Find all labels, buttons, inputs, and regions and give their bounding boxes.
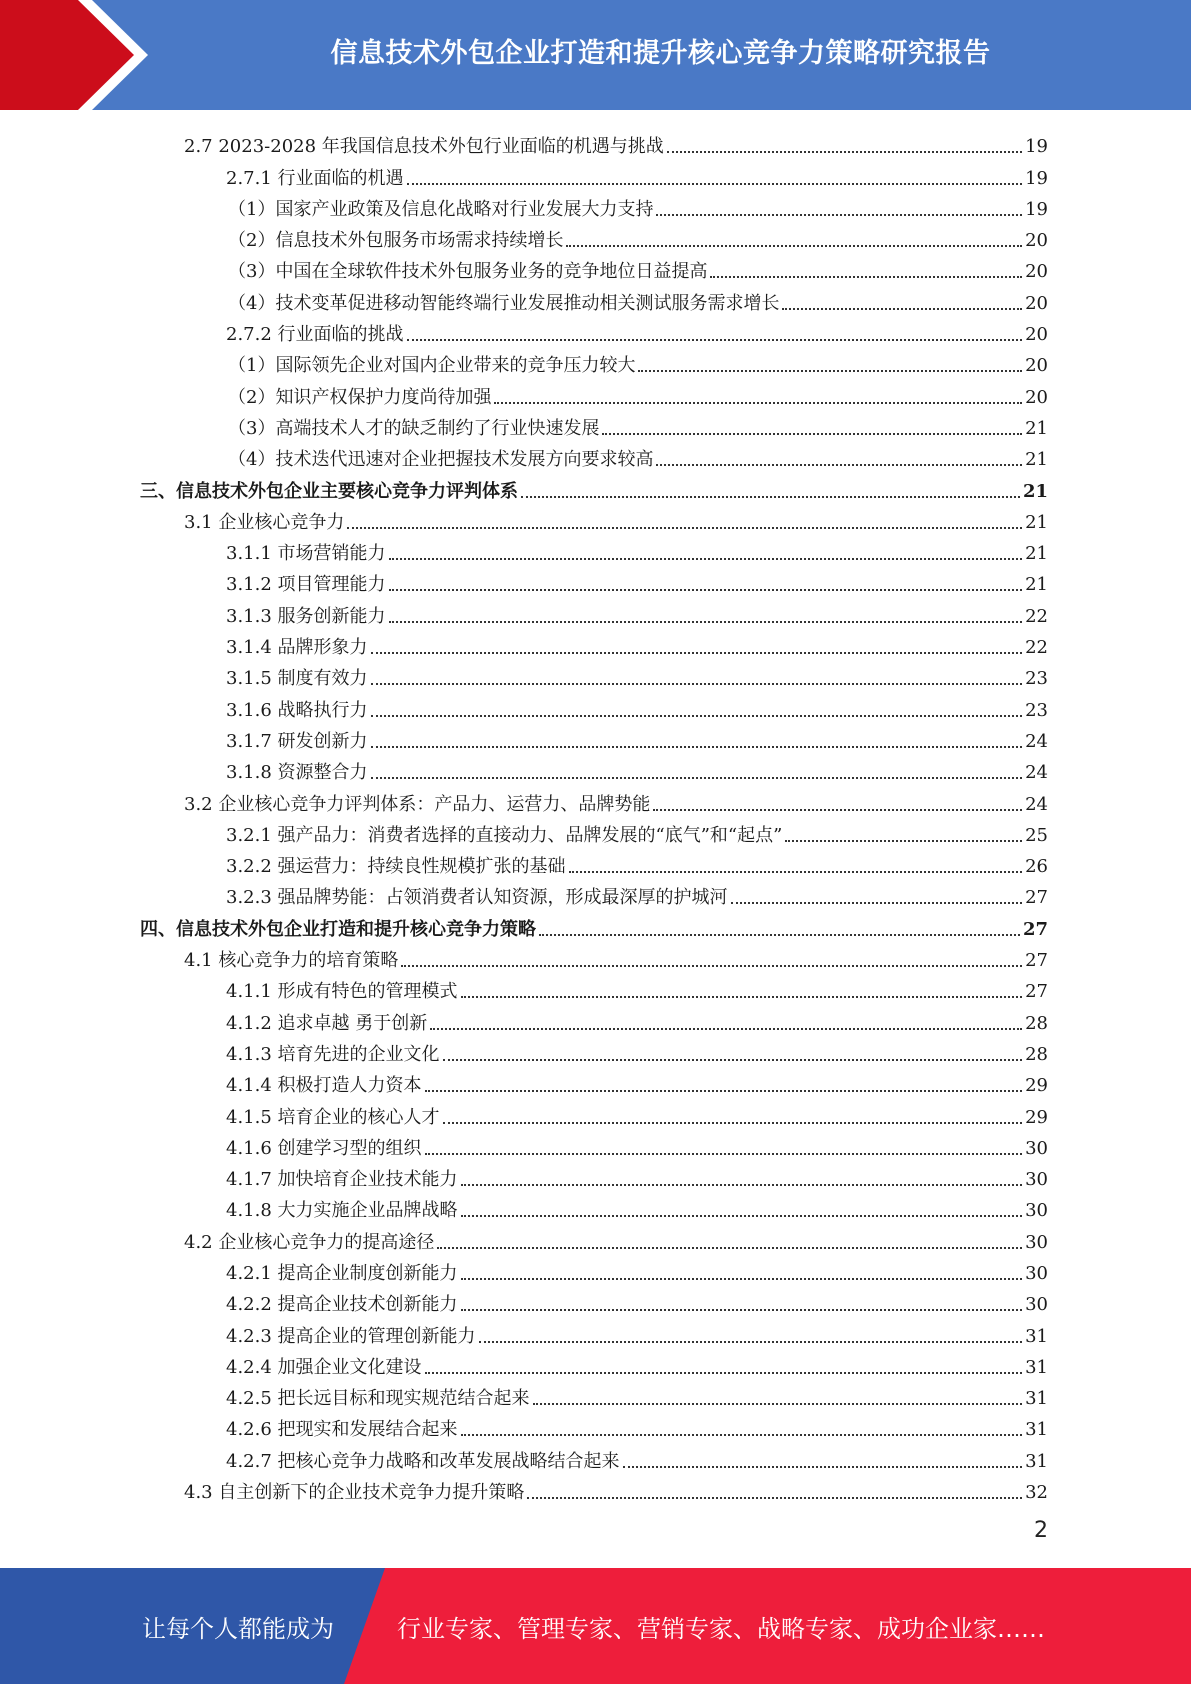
- toc-entry-page: 27: [1025, 981, 1048, 1003]
- toc-entry-title: 四、信息技术外包企业打造和提升核心竞争力策略: [140, 918, 536, 940]
- toc-entry[interactable]: [140, 221, 1048, 252]
- dot-leader: [401, 965, 1022, 967]
- toc-entry[interactable]: [140, 847, 1048, 878]
- toc-entry-title: （1）国际领先企业对国内企业带来的竞争压力较大: [228, 355, 636, 377]
- toc-entry-title: 4.2.7 把核心竞争力战略和改革发展战略结合起来: [226, 1450, 620, 1472]
- dot-leader: [539, 934, 1020, 936]
- toc-entry-page: 21: [1022, 480, 1048, 502]
- toc-entry[interactable]: [140, 753, 1048, 784]
- toc-entry-title: 2.7.1 行业面临的机遇: [226, 167, 404, 189]
- report-title: 信息技术外包企业打造和提升核心竞争力策略研究报告: [330, 37, 991, 69]
- toc-entry[interactable]: [140, 722, 1048, 753]
- dot-leader: [389, 621, 1023, 623]
- toc-entry-title: 4.2.4 加强企业文化建设: [226, 1356, 422, 1378]
- toc-entry-title: 4.1.7 加快培育企业技术能力: [226, 1169, 458, 1191]
- toc-entry-title: 3.2.2 强运营力：持续良性规模扩张的基础: [226, 856, 566, 878]
- toc-entry-title: 4.2.6 把现实和发展结合起来: [226, 1419, 458, 1441]
- dot-leader: [430, 1028, 1022, 1030]
- toc-entry[interactable]: [140, 440, 1048, 471]
- toc-entry-page: 19: [1025, 167, 1048, 189]
- toc-entry[interactable]: [140, 565, 1048, 596]
- dot-leader: [371, 683, 1023, 685]
- toc-entry-title: 3.1.3 服务创新能力: [226, 605, 386, 627]
- toc-entry-page: 20: [1025, 355, 1048, 377]
- toc-entry-page: 27: [1022, 918, 1048, 940]
- dot-leader: [371, 777, 1023, 779]
- toc-entry-title: （2）信息技术外包服务市场需求持续增长: [228, 230, 564, 252]
- toc-entry-title: 3.2.3 强品牌势能：占领消费者认知资源，形成最深厚的护城河: [226, 887, 728, 909]
- toc-entry-page: 19: [1025, 136, 1048, 158]
- toc-entry-page: 31: [1025, 1450, 1048, 1472]
- toc-entry[interactable]: [140, 1129, 1048, 1160]
- toc-entry-title: 4.2.2 提高企业技术创新能力: [226, 1294, 458, 1316]
- dot-leader: [533, 1403, 1023, 1405]
- toc-entry-page: 23: [1025, 699, 1048, 721]
- toc-entry[interactable]: [140, 941, 1048, 972]
- dot-leader: [407, 183, 1023, 185]
- toc-entry-page: 25: [1025, 824, 1048, 846]
- toc-entry-title: 3.1.1 市场营销能力: [226, 543, 386, 565]
- toc-entry-title: 4.2.5 把长远目标和现实规范结合起来: [226, 1388, 530, 1410]
- toc-entry-page: 20: [1025, 324, 1048, 346]
- toc-entry-title: 3.2.1 强产品力：消费者选择的直接动力、品牌发展的“底气”和“起点”: [226, 824, 783, 846]
- toc-entry[interactable]: [140, 784, 1048, 815]
- dot-leader: [347, 527, 1022, 529]
- toc-entry-page: 20: [1025, 261, 1048, 283]
- toc-entry-title: 4.1.2 追求卓越 勇于创新: [226, 1012, 428, 1034]
- dot-leader: [731, 902, 1023, 904]
- dot-leader: [569, 871, 1023, 873]
- toc-entry-title: 4.2 企业核心竞争力的提高途径: [184, 1231, 435, 1253]
- dot-leader: [656, 214, 1022, 216]
- toc-entry[interactable]: [140, 283, 1048, 314]
- toc-entry-page: 21: [1025, 511, 1048, 533]
- toc-entry-title: 3.1.8 资源整合力: [226, 762, 368, 784]
- toc-entry[interactable]: [140, 1066, 1048, 1097]
- toc-entry[interactable]: [140, 659, 1048, 690]
- dot-leader: [425, 1372, 1023, 1374]
- toc-entry-page: 30: [1025, 1262, 1048, 1284]
- toc-entry-page: 24: [1025, 762, 1048, 784]
- toc-entry-page: 30: [1025, 1169, 1048, 1191]
- toc-entry[interactable]: [140, 127, 1048, 158]
- toc-entry[interactable]: [140, 596, 1048, 627]
- dot-leader: [437, 1247, 1022, 1249]
- toc-entry[interactable]: [140, 534, 1048, 565]
- dot-leader: [461, 996, 1023, 998]
- dot-leader: [461, 1215, 1023, 1217]
- toc-entry-page: 20: [1025, 230, 1048, 252]
- toc-entry-title: （3）高端技术人才的缺乏制约了行业快速发展: [228, 417, 600, 439]
- toc-entry-page: 30: [1025, 1231, 1048, 1253]
- toc-entry[interactable]: [140, 1348, 1048, 1379]
- toc-entry-page: 23: [1025, 668, 1048, 690]
- toc-entry-page: 32: [1025, 1482, 1048, 1504]
- dot-leader: [461, 1184, 1023, 1186]
- toc-entry-title: 三、信息技术外包企业主要核心竞争力评判体系: [140, 480, 518, 502]
- toc-entry[interactable]: [140, 471, 1048, 502]
- toc-entry-page: 21: [1025, 417, 1048, 439]
- dot-leader: [602, 433, 1022, 435]
- toc-entry[interactable]: [140, 158, 1048, 189]
- toc-entry[interactable]: [140, 1035, 1048, 1066]
- page-number: 2: [1034, 1518, 1048, 1543]
- dot-leader: [407, 339, 1023, 341]
- footer-slogan-left: 让每个人都能成为: [142, 1614, 334, 1643]
- toc-entry[interactable]: [140, 1254, 1048, 1285]
- toc-entry-page: 31: [1025, 1388, 1048, 1410]
- dot-leader: [371, 746, 1023, 748]
- dot-leader: [479, 1341, 1023, 1343]
- toc-entry-page: 30: [1025, 1200, 1048, 1222]
- toc-entry-title: 3.1.7 研发创新力: [226, 730, 368, 752]
- toc-entry-title: 4.2.3 提高企业的管理创新能力: [226, 1325, 476, 1347]
- dot-leader: [389, 589, 1023, 591]
- toc-entry-page: 28: [1025, 1043, 1048, 1065]
- dot-leader: [389, 558, 1023, 560]
- dot-leader: [782, 308, 1022, 310]
- toc-entry-page: 31: [1025, 1325, 1048, 1347]
- toc-entry-title: 4.3 自主创新下的企业技术竞争力提升策略: [184, 1482, 525, 1504]
- toc-entry-title: 4.1.5 培育企业的核心人才: [226, 1106, 440, 1128]
- toc-entry[interactable]: [140, 1222, 1048, 1253]
- toc-entry-title: 4.1.4 积极打造人力资本: [226, 1075, 422, 1097]
- dot-leader: [461, 1309, 1023, 1311]
- toc-entry-page: 27: [1025, 887, 1048, 909]
- toc-entry[interactable]: [140, 690, 1048, 721]
- toc-entry-page: 29: [1025, 1075, 1048, 1097]
- dot-leader: [371, 715, 1023, 717]
- table-of-contents: [140, 127, 1048, 1504]
- toc-entry[interactable]: [140, 252, 1048, 283]
- toc-entry[interactable]: [140, 628, 1048, 659]
- toc-entry[interactable]: [140, 503, 1048, 534]
- toc-entry[interactable]: [140, 1441, 1048, 1472]
- toc-entry[interactable]: [140, 1379, 1048, 1410]
- toc-entry[interactable]: [140, 1097, 1048, 1128]
- toc-entry-title: 4.1 核心竞争力的培育策略: [184, 950, 399, 972]
- page-header: [0, 0, 1191, 110]
- toc-entry[interactable]: [140, 190, 1048, 221]
- toc-entry-title: 4.1.1 形成有特色的管理模式: [226, 981, 458, 1003]
- toc-entry-title: 4.1.3 培育先进的企业文化: [226, 1043, 440, 1065]
- red-arrow-icon: [0, 0, 160, 110]
- toc-entry[interactable]: [140, 377, 1048, 408]
- dot-leader: [527, 1497, 1022, 1499]
- dot-leader: [667, 151, 1022, 153]
- toc-entry-page: 30: [1025, 1137, 1048, 1159]
- toc-entry-title: 3.2 企业核心竞争力评判体系：产品力、运营力、品牌势能: [184, 793, 651, 815]
- dot-leader: [623, 1466, 1023, 1468]
- toc-entry-page: 22: [1025, 637, 1048, 659]
- dot-leader: [461, 1434, 1023, 1436]
- toc-entry-title: 3.1.6 战略执行力: [226, 699, 368, 721]
- dot-leader: [566, 245, 1022, 247]
- toc-entry[interactable]: [140, 816, 1048, 847]
- toc-entry-page: 21: [1025, 543, 1048, 565]
- toc-entry-title: （4）技术变革促进移动智能终端行业发展推动相关测试服务需求增长: [228, 292, 780, 314]
- toc-entry[interactable]: [140, 972, 1048, 1003]
- dot-leader: [443, 1122, 1023, 1124]
- toc-entry-page: 28: [1025, 1012, 1048, 1034]
- toc-entry-title: 3.1.5 制度有效力: [226, 668, 368, 690]
- dot-leader: [638, 370, 1022, 372]
- toc-entry-title: 2.7 2023-2028 年我国信息技术外包行业面临的机遇与挑战: [184, 136, 664, 158]
- toc-entry[interactable]: [140, 1191, 1048, 1222]
- toc-entry-title: 3.1.4 品牌形象力: [226, 637, 368, 659]
- dot-leader: [425, 1090, 1023, 1092]
- toc-entry-title: （2）知识产权保护力度尚待加强: [228, 386, 492, 408]
- dot-leader: [785, 840, 1022, 842]
- dot-leader: [443, 1059, 1023, 1061]
- dot-leader: [494, 402, 1022, 404]
- dot-leader: [461, 1278, 1023, 1280]
- toc-entry-title: 2.7.2 行业面临的挑战: [226, 324, 404, 346]
- toc-entry-page: 22: [1025, 605, 1048, 627]
- dot-leader: [710, 276, 1022, 278]
- page-footer: [0, 1568, 1191, 1684]
- toc-entry-title: 4.1.8 大力实施企业品牌战略: [226, 1200, 458, 1222]
- toc-entry[interactable]: [140, 1473, 1048, 1504]
- toc-entry-page: 24: [1025, 793, 1048, 815]
- dot-leader: [656, 464, 1022, 466]
- toc-entry-title: 4.1.6 创建学习型的组织: [226, 1137, 422, 1159]
- footer-slogan-right: 行业专家、管理专家、营销专家、战略专家、成功企业家……: [397, 1614, 1045, 1643]
- toc-entry[interactable]: [140, 1003, 1048, 1034]
- toc-entry-title: 3.1 企业核心竞争力: [184, 511, 345, 533]
- toc-entry-page: 21: [1025, 574, 1048, 596]
- toc-entry-title: 3.1.2 项目管理能力: [226, 574, 386, 596]
- toc-entry[interactable]: [140, 315, 1048, 346]
- toc-entry[interactable]: [140, 409, 1048, 440]
- toc-entry[interactable]: [140, 1285, 1048, 1316]
- dot-leader: [653, 809, 1022, 811]
- toc-entry-page: 26: [1025, 856, 1048, 878]
- toc-entry[interactable]: [140, 346, 1048, 377]
- toc-entry-page: 24: [1025, 730, 1048, 752]
- toc-entry-page: 29: [1025, 1106, 1048, 1128]
- dot-leader: [371, 652, 1023, 654]
- toc-entry[interactable]: [140, 878, 1048, 909]
- toc-entry-page: 31: [1025, 1356, 1048, 1378]
- toc-entry-page: 20: [1025, 292, 1048, 314]
- dot-leader: [521, 496, 1020, 498]
- toc-entry[interactable]: [140, 1160, 1048, 1191]
- toc-entry[interactable]: [140, 909, 1048, 940]
- toc-entry-page: 27: [1025, 950, 1048, 972]
- toc-entry-page: 20: [1025, 386, 1048, 408]
- toc-entry[interactable]: [140, 1410, 1048, 1441]
- toc-entry-title: 4.2.1 提高企业制度创新能力: [226, 1262, 458, 1284]
- toc-entry-title: （1）国家产业政策及信息化战略对行业发展大力支持: [228, 198, 654, 220]
- toc-entry-page: 31: [1025, 1419, 1048, 1441]
- dot-leader: [425, 1153, 1023, 1155]
- toc-entry[interactable]: [140, 1316, 1048, 1347]
- toc-entry-title: （4）技术迭代迅速对企业把握技术发展方向要求较高: [228, 449, 654, 471]
- toc-entry-page: 21: [1025, 449, 1048, 471]
- toc-entry-page: 19: [1025, 198, 1048, 220]
- toc-entry-page: 30: [1025, 1294, 1048, 1316]
- toc-entry-title: （3）中国在全球软件技术外包服务业务的竞争地位日益提高: [228, 261, 708, 283]
